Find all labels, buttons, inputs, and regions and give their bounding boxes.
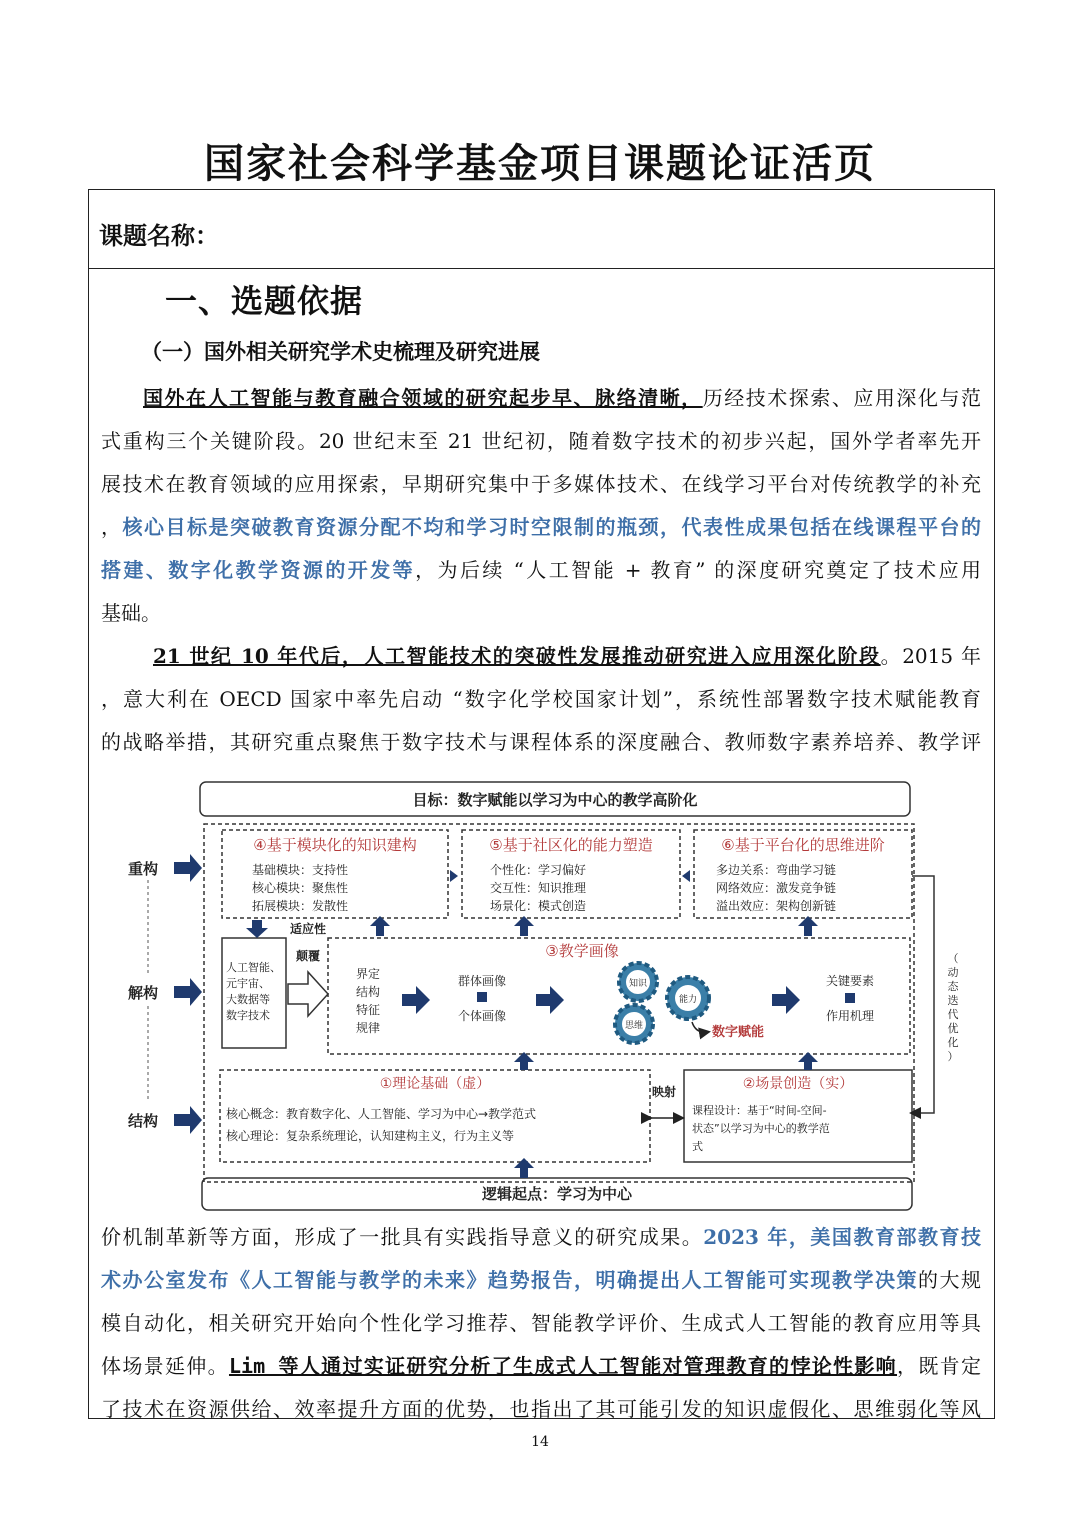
gear-thinking: 思维 bbox=[624, 1021, 644, 1031]
box6-title: ⑥基于平台化的思维进阶 bbox=[721, 836, 885, 854]
key-elements: 关键要素 bbox=[825, 974, 875, 988]
subvert-arrow bbox=[288, 972, 328, 1016]
p3-text: 价机制革新等方面，形成了一批具有实践指导意义的研究成果。 bbox=[101, 1225, 704, 1249]
stage-deconstruct: 解构 bbox=[128, 984, 159, 1002]
p3-underlined: Lim 等人通过实证研究分析了生成式人工智能对管理教育的悖论性影响 bbox=[228, 1354, 898, 1378]
framework-diagram bbox=[112, 778, 959, 1212]
dynamic-label-char: （ bbox=[947, 952, 959, 965]
p1-text-2: ，为后续 “人工智能 + 教育” 的深度研究奠定了技术应用 bbox=[415, 558, 981, 582]
dynamic-label bbox=[948, 952, 960, 1063]
gear-knowledge: 知识 bbox=[628, 979, 648, 989]
topic-label: 课题名称： bbox=[99, 221, 219, 250]
box5-line: 交互性：知识推理 bbox=[490, 881, 587, 895]
goal-label: 目标：数字赋能以学习为中心的教学高阶化 bbox=[412, 791, 698, 809]
adaptivity-label: 适应性 bbox=[290, 922, 327, 936]
arrow-reconstruct bbox=[174, 854, 202, 882]
theory-line-2: 核心理论：复杂系统理论，认知建构主义，行为主义等 bbox=[226, 1129, 515, 1143]
mechanism: 作用机理 bbox=[825, 1009, 875, 1023]
portrait-title: ③教学画像 bbox=[545, 942, 619, 960]
stage-structure: 结构 bbox=[128, 1112, 159, 1130]
arrow-structure bbox=[174, 1106, 202, 1134]
p3-line-1 bbox=[101, 1221, 981, 1250]
p3-line-2 bbox=[101, 1264, 981, 1293]
box6-line: 网络效应：激发竞争链 bbox=[716, 881, 837, 895]
box4-line: 核心模块：聚焦性 bbox=[252, 881, 349, 895]
p2-line-2: ，意大利在 OECD 国家中率先启动 “数字化学校国家计划”，系统性部署数字技术赋能教育 bbox=[101, 687, 981, 711]
arrow-deconstruct bbox=[174, 978, 202, 1006]
p1-text: 历经技术探索、应用深化与范 bbox=[702, 386, 982, 410]
p1-underlined: 国外在人工智能与教育融合领域的研究起步早、脉络清晰， bbox=[143, 386, 703, 410]
dynamic-label-char: 优 bbox=[947, 1022, 959, 1035]
p2-line-1 bbox=[153, 640, 981, 669]
subvert-label: 颠覆 bbox=[296, 949, 321, 963]
p1-line-4 bbox=[101, 511, 981, 540]
box4-line: 拓展模块：发散性 bbox=[252, 899, 349, 913]
box5-line: 场景化：模式创造 bbox=[490, 899, 587, 913]
define-line: 界定 bbox=[356, 967, 381, 981]
define-line: 特征 bbox=[356, 1003, 381, 1017]
tech-line: 元宇宙、 bbox=[226, 977, 270, 990]
group-portrait: 群体画像 bbox=[457, 974, 507, 988]
mapping-label: 映射 bbox=[652, 1085, 677, 1099]
dynamic-label-char: 化 bbox=[947, 1036, 959, 1049]
p1-line-3: 展技术在教育领域的应用探索，早期研究集中于多媒体技术、在线学习平台对传统教学的补充 bbox=[101, 472, 981, 496]
p3-text-4: ，既肯定 bbox=[897, 1354, 982, 1378]
document-title: 国家社会科学基金项目课题论证活页 bbox=[204, 140, 876, 187]
box4-line: 基础模块：支持性 bbox=[252, 863, 349, 877]
p1-highlight: 核心目标是突破教育资源分配不均和学习时空限制的瓶颈，代表性成果包括在线课程平台的 bbox=[122, 515, 981, 539]
dynamic-label-char: 代 bbox=[947, 1008, 959, 1021]
box5-title: ⑤基于社区化的能力塑造 bbox=[489, 836, 653, 854]
p1-comma: ， bbox=[101, 515, 123, 539]
theory-line-1: 核心概念：教育数字化、人工智能、学习为中心→教学范式 bbox=[226, 1107, 537, 1121]
scene-title: ②场景创造（实） bbox=[742, 1076, 854, 1092]
section-heading: 一、选题依据 bbox=[165, 282, 364, 320]
p1-line-5 bbox=[101, 554, 981, 583]
scene-line: 式 bbox=[692, 1140, 703, 1153]
p2-underlined: 21 世纪 10 年代后，人工智能技术的突破性发展推动研究进入应用深化阶段 bbox=[153, 644, 881, 668]
p1-line-1 bbox=[143, 382, 981, 411]
p3-line-5: 了技术在资源供给、效率提升方面的优势，也指出了其可能引发的知识虚假化、思维弱化等风 bbox=[101, 1397, 981, 1421]
box6-line: 多边关系：弯曲学习链 bbox=[716, 863, 837, 877]
p3-line-4 bbox=[101, 1350, 981, 1379]
p2-text: 。2015 年 bbox=[880, 644, 981, 668]
digital-empower-label: 数字赋能 bbox=[712, 1025, 765, 1040]
scene-line: 状态”以学习为中心的教学范 bbox=[692, 1122, 830, 1135]
p1-line-2: 式重构三个关键阶段。20 世纪末至 21 世纪初，随着数字技术的初步兴起，国外学者率先开 bbox=[101, 429, 981, 453]
gear-ability: 能力 bbox=[678, 995, 698, 1005]
p3-line-3: 模自动化，相关研究开始向个性化学习推荐、智能教学评价、生成式人工智能的教育应用等具 bbox=[101, 1311, 981, 1335]
page-number: 14 bbox=[531, 1434, 549, 1450]
box4-title: ④基于模块化的知识建构 bbox=[253, 836, 417, 854]
stage-reconstruct: 重构 bbox=[128, 860, 159, 878]
dynamic-label-char: 迭 bbox=[947, 994, 959, 1007]
tech-line: 人工智能、 bbox=[226, 961, 281, 974]
dynamic-label-char: 动 bbox=[947, 966, 959, 979]
tech-line: 数字技术 bbox=[226, 1009, 270, 1022]
define-line: 规律 bbox=[356, 1021, 381, 1035]
p3-text-3: 体场景延伸。 bbox=[101, 1354, 229, 1378]
topic-row bbox=[89, 190, 994, 269]
tech-line: 大数据等 bbox=[226, 993, 270, 1006]
individual-portrait: 个体画像 bbox=[457, 1009, 507, 1023]
p3-text-2: 的大规 bbox=[918, 1268, 981, 1292]
scene-line: 课程设计：基于“时间-空间- bbox=[692, 1104, 827, 1117]
subsection-heading: （一）国外相关研究学术史梳理及研究进展 bbox=[141, 339, 540, 364]
p3-highlight-2: 术办公室发布《人工智能与教学的未来》趋势报告，明确提出人工智能可实现教学决策 bbox=[101, 1268, 918, 1292]
flow-arrow-3 bbox=[772, 986, 800, 1014]
origin-label: 逻辑起点：学习为中心 bbox=[481, 1185, 633, 1203]
p1-highlight-2: 搭建、数字化教学资源的开发等 bbox=[101, 558, 416, 582]
theory-title: ①理论基础（虚） bbox=[379, 1076, 491, 1092]
box6-line: 溢出效应：架构创新链 bbox=[716, 899, 837, 913]
p2-line-3: 的战略举措，其研究重点聚焦于数字技术与课程体系的深度融合、教师数字素养培养、教学评 bbox=[101, 730, 981, 754]
flow-arrow-1 bbox=[402, 986, 430, 1014]
p1-line-6: 基础。 bbox=[101, 601, 161, 625]
flow-arrow-2 bbox=[536, 986, 564, 1014]
dynamic-label-char: 态 bbox=[947, 980, 959, 993]
dynamic-label-char: ） bbox=[947, 1050, 959, 1063]
box5-line: 个性化：学习偏好 bbox=[490, 863, 587, 877]
define-line: 结构 bbox=[356, 985, 381, 999]
p3-highlight: 2023 年，美国教育部教育技 bbox=[703, 1225, 981, 1249]
